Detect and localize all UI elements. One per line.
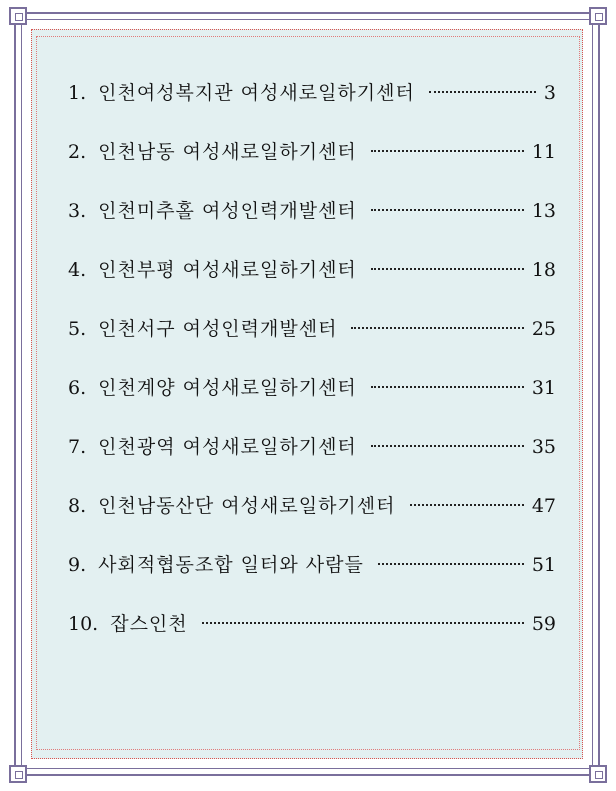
dot-leader (371, 150, 524, 152)
toc-title: 인천계양 여성새로일하기센터 (98, 377, 357, 399)
toc-number: 9. (68, 554, 87, 576)
toc-title: 인천광역 여성새로일하기센터 (98, 436, 357, 458)
toc-page-number: 35 (531, 436, 556, 458)
toc-number: 3. (68, 200, 87, 222)
toc-title: 잡스인천 (110, 613, 188, 635)
dot-leader (371, 209, 524, 211)
dot-leader (429, 91, 536, 93)
toc-number: 2. (68, 141, 87, 163)
corner-ornament-bottom-right (589, 765, 607, 783)
dot-leader (371, 445, 524, 447)
dot-leader (371, 386, 524, 388)
toc-entry-2[interactable] (68, 137, 556, 196)
toc-title: 인천남동 여성새로일하기센터 (98, 141, 357, 163)
toc-title: 인천여성복지관 여성새로일하기센터 (98, 82, 415, 104)
toc-entry-5[interactable] (68, 314, 556, 373)
toc-page-number: 11 (531, 141, 556, 163)
toc-page-number: 51 (531, 554, 556, 576)
toc-entry-4[interactable] (68, 255, 556, 314)
corner-ornament-bottom-left (9, 765, 27, 783)
dot-leader (378, 563, 524, 565)
toc-entry-10[interactable] (68, 609, 556, 668)
dot-leader (371, 268, 524, 270)
toc-page-number: 47 (531, 495, 556, 517)
toc-entry-9[interactable] (68, 550, 556, 609)
toc-number: 5. (68, 318, 87, 340)
toc-page-number: 31 (531, 377, 556, 399)
toc-page-number: 25 (531, 318, 556, 340)
toc-number: 6. (68, 377, 87, 399)
dot-leader (410, 504, 524, 506)
table-of-contents (68, 78, 556, 668)
toc-page-number: 3 (543, 82, 556, 104)
toc-number: 7. (68, 436, 87, 458)
toc-number: 8. (68, 495, 87, 517)
toc-title: 사회적협동조합 일터와 사람들 (98, 554, 364, 576)
toc-page-number: 13 (531, 200, 556, 222)
toc-page-number: 18 (531, 259, 556, 281)
dot-leader (202, 622, 524, 624)
toc-entry-1[interactable] (68, 78, 556, 137)
toc-number: 4. (68, 259, 87, 281)
corner-ornament-top-left (9, 7, 27, 25)
toc-entry-7[interactable] (68, 432, 556, 491)
toc-number: 10. (68, 613, 99, 635)
toc-title: 인천남동산단 여성새로일하기센터 (98, 495, 396, 517)
toc-entry-6[interactable] (68, 373, 556, 432)
toc-number: 1. (68, 82, 87, 104)
toc-title: 인천미추홀 여성인력개발센터 (98, 200, 357, 222)
dot-leader (351, 327, 523, 329)
toc-page-number: 59 (531, 613, 556, 635)
toc-entry-3[interactable] (68, 196, 556, 255)
corner-ornament-top-right (589, 7, 607, 25)
toc-entry-8[interactable] (68, 491, 556, 550)
toc-title: 인천서구 여성인력개발센터 (98, 318, 338, 340)
toc-title: 인천부평 여성새로일하기센터 (98, 259, 357, 281)
